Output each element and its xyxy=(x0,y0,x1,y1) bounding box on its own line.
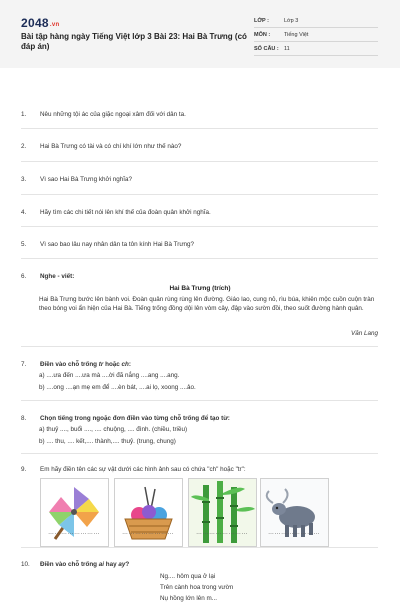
site-logo[interactable]: 2048.vn xyxy=(21,16,60,30)
passage-text: Hai Bà Trưng bước lên bành voi. Đoàn quân rùng rùng lên đường. Giáo lao, cung nỏ, rìu búa, khiên mộc cuồn cuộn tràn theo bóng voi ẩn hiện của Hai Bà. Tiếng trống đồng dội lên vòm cây, đập vào sườn đồi, theo suốt đường hành quân. xyxy=(39,296,375,312)
meta-question-count: SỐ CÂU : 11 xyxy=(254,42,378,56)
exercise-line-b: b) .... thu, .... kết,.... thành,.... thuỷ. (trung, chung) xyxy=(39,438,176,445)
document-title: Bài tập hàng ngày Tiếng Việt lớp 3 Bài 23: Hai Bà Trưng (có đáp án) xyxy=(21,32,247,51)
answer-blank[interactable]: …………………… xyxy=(48,530,100,536)
pinwheel-image xyxy=(40,478,109,547)
exercise-line-b: b) ....ong ....ạn mẹ em để ....èn bát, ....ai lọ, xoong ....ảo. xyxy=(39,384,196,391)
divider xyxy=(21,258,378,259)
divider xyxy=(21,226,378,227)
worksheet-header xyxy=(0,0,400,68)
bamboo-image xyxy=(188,478,257,547)
meta-class: LỚP : Lớp 3 xyxy=(254,14,378,28)
divider xyxy=(21,400,378,401)
knitting-basket-image xyxy=(114,478,183,547)
meta-subject: MÔN : Tiếng Việt xyxy=(254,28,378,42)
exercise-line-a: a) thuỷ ...., buổi ...., .... chuộng, .... đình. (chiều, triều) xyxy=(39,426,188,433)
divider xyxy=(21,547,378,548)
divider xyxy=(21,453,378,454)
divider xyxy=(21,346,378,347)
poem-line: Ng.... hôm qua ở lại xyxy=(160,573,216,580)
divider xyxy=(21,194,378,195)
worksheet-page: 2048.vn Bài tập hàng ngày Tiếng Việt lớp 3 Bài 23: Hai Bà Trưng (có đáp án) LỚP : Lớp 3 MÔN : Tiếng Việt SỐ CÂU : 11 1. Nêu những tội ác của giặc ngoại xâm đối với dân ta. 2. Hai Bà Trưng có tài và có chí khí lớn như thế nào? 3. Vì sao Hai Bà Trưng khởi nghĩa? 4. Hãy tìm các chi tiết nói lên khí thế của đoàn quân khởi nghĩa. 5. Vì sao bao lâu nay nhân dân ta tôn kính Hai Bà Trưng? 6. Nghe - viết: Hai Bà Trưng (trích) Hai Bà Trưng bước lên bành voi. Đoàn quân rùng rùng lên đường. Giáo lao, cung nỏ, rìu búa, khiên mộc cuồn cuộn tràn theo bóng voi ẩn hiện của Hai Bà. Tiếng trống đồng dội lên vòm cây, đập vào sườn đồi, theo suốt đường hành quân. Văn Lang 7. Điền vào chỗ trống tr hoặc ch: a) ....ưa đến ....ưa mà ....ời đã nắng ....ang ....ang. b) ....ong ....ạn mẹ em để ....èn bát, ....ai lọ, xoong ....ảo. 8. Chọn tiếng trong ngoặc đơn điền vào từng chỗ trống để tạo từ: a) thuỷ ...., buổi ...., .... chuộng, .... đình. (chiều, triều) b) .... thu, .... kết,.... thành,.... thuỷ. (trung, chung) 9. Em hãy điền tên các sự vật dưới các hình ảnh sau có chứa "ch" hoặc "tr": …………………… …………………… …………………… …………………… 10. Điền vào chỗ trống ai hay ay? Ng.... hôm qua ở lại Trên cành hoa trong vườn Nụ hồng lớn lên m... xyxy=(0,0,400,600)
buffalo-image xyxy=(260,478,329,547)
passage-title: Hai Bà Trưng (trích) xyxy=(169,285,231,292)
divider xyxy=(21,161,378,162)
poem-line: Nụ hồng lớn lên m... xyxy=(160,595,217,602)
answer-blank[interactable]: …………………… xyxy=(268,530,320,536)
poem-line: Trên cành hoa trong vườn xyxy=(160,584,234,591)
answer-blank[interactable]: …………………… xyxy=(122,530,174,536)
answer-blank[interactable]: …………………… xyxy=(196,530,248,536)
passage-author: Văn Lang xyxy=(351,330,378,337)
exercise-line-a: a) ....ưa đến ....ưa mà ....ời đã nắng ....ang ....ang. xyxy=(39,372,180,379)
divider xyxy=(21,128,378,129)
